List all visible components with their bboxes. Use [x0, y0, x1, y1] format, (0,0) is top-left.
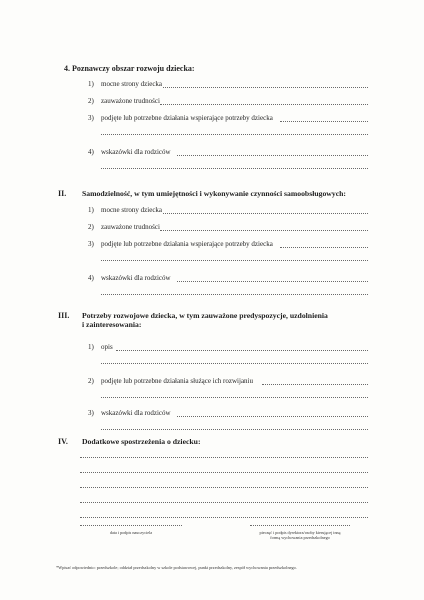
- director-signature-caption-line1: pieczęć i podpis dyrektora/osoby kierującej inną: [259, 530, 341, 535]
- list-item-label: zauważone trudności: [101, 223, 160, 231]
- fill-in-line: [177, 155, 368, 156]
- list-item-label: mocne strony dziecka: [101, 206, 163, 214]
- fill-in-line: [101, 363, 368, 364]
- list-item-number: 3): [88, 114, 94, 122]
- list-item-label: podjęte lub potrzebne działania wspierające potrzeby dziecka: [101, 114, 273, 122]
- fill-in-line: [177, 416, 368, 417]
- list-item-number: 2): [88, 97, 94, 105]
- section-III-number: III.: [58, 311, 70, 320]
- list-item-number: 3): [88, 240, 94, 248]
- fill-in-line: [280, 121, 368, 122]
- list-item-label: podjęte lub potrzebne działania służące ich rozwijaniu: [101, 377, 253, 385]
- fill-in-line: [116, 350, 368, 351]
- fill-in-line: [80, 517, 368, 518]
- section-4-heading: 4. Poznawczy obszar rozwoju dziecka:: [64, 64, 195, 73]
- list-item-number: 1): [88, 343, 94, 351]
- section-IV-heading: Dodatkowe spostrzeżenia o dziecku:: [82, 437, 201, 446]
- section-IV-number: IV.: [58, 437, 68, 446]
- list-item-number: 4): [88, 274, 94, 282]
- list-item-label: wskazówki dla rodziców: [101, 409, 171, 417]
- fill-in-line: [160, 104, 368, 105]
- fill-in-line: [101, 168, 368, 169]
- director-signature-caption-line2: formą wychowania przedszkolnego: [270, 535, 330, 540]
- section-III-heading-line1: Potrzeby rozwojowe dziecka, w tym zauważone predyspozycje, uzdolnienia: [82, 311, 328, 320]
- section-II-number: II.: [58, 189, 67, 198]
- fill-in-line: [80, 502, 368, 503]
- section-II-heading: Samodzielność, w tym umiejętności i wykonywanie czynności samoobsługowych:: [82, 189, 346, 198]
- list-item-number: 3): [88, 409, 94, 417]
- fill-in-line: [80, 457, 368, 458]
- fill-in-line: [280, 247, 368, 248]
- fill-in-line: [80, 472, 368, 473]
- footnote: *Wpisać odpowiednio: przedszkole; oddział przedszkolny w szkole podstawowej, punkt przedszkolny, zespół wychowania przedszkolnego.: [56, 565, 297, 570]
- teacher-signature-caption: data i podpis nauczyciela: [109, 530, 153, 535]
- list-item-number: 1): [88, 206, 94, 214]
- section-III-heading-line2: i zainteresowania:: [82, 320, 142, 329]
- signature-line-director: [250, 525, 350, 526]
- fill-in-line: [101, 260, 368, 261]
- list-item-number: 1): [88, 80, 94, 88]
- fill-in-line: [163, 87, 368, 88]
- list-item-number: 2): [88, 223, 94, 231]
- fill-in-line: [160, 230, 368, 231]
- fill-in-line: [101, 134, 368, 135]
- fill-in-line: [80, 487, 368, 488]
- fill-in-line: [163, 213, 368, 214]
- list-item-label: mocne strony dziecka: [101, 80, 163, 88]
- list-item-label: podjęte lub potrzebne działania wspierające potrzeby dziecka: [101, 240, 273, 248]
- fill-in-line: [101, 294, 368, 295]
- fill-in-line: [101, 397, 368, 398]
- list-item-number: 4): [88, 148, 94, 156]
- signature-line-teacher: [80, 525, 182, 526]
- fill-in-line: [101, 429, 368, 430]
- list-item-number: 2): [88, 377, 94, 385]
- list-item-label: opis: [101, 343, 113, 351]
- list-item-label: wskazówki dla rodziców: [101, 148, 171, 156]
- list-item-label: wskazówki dla rodziców: [101, 274, 171, 282]
- fill-in-line: [262, 384, 368, 385]
- list-item-label: zauważone trudności: [101, 97, 160, 105]
- fill-in-line: [177, 281, 368, 282]
